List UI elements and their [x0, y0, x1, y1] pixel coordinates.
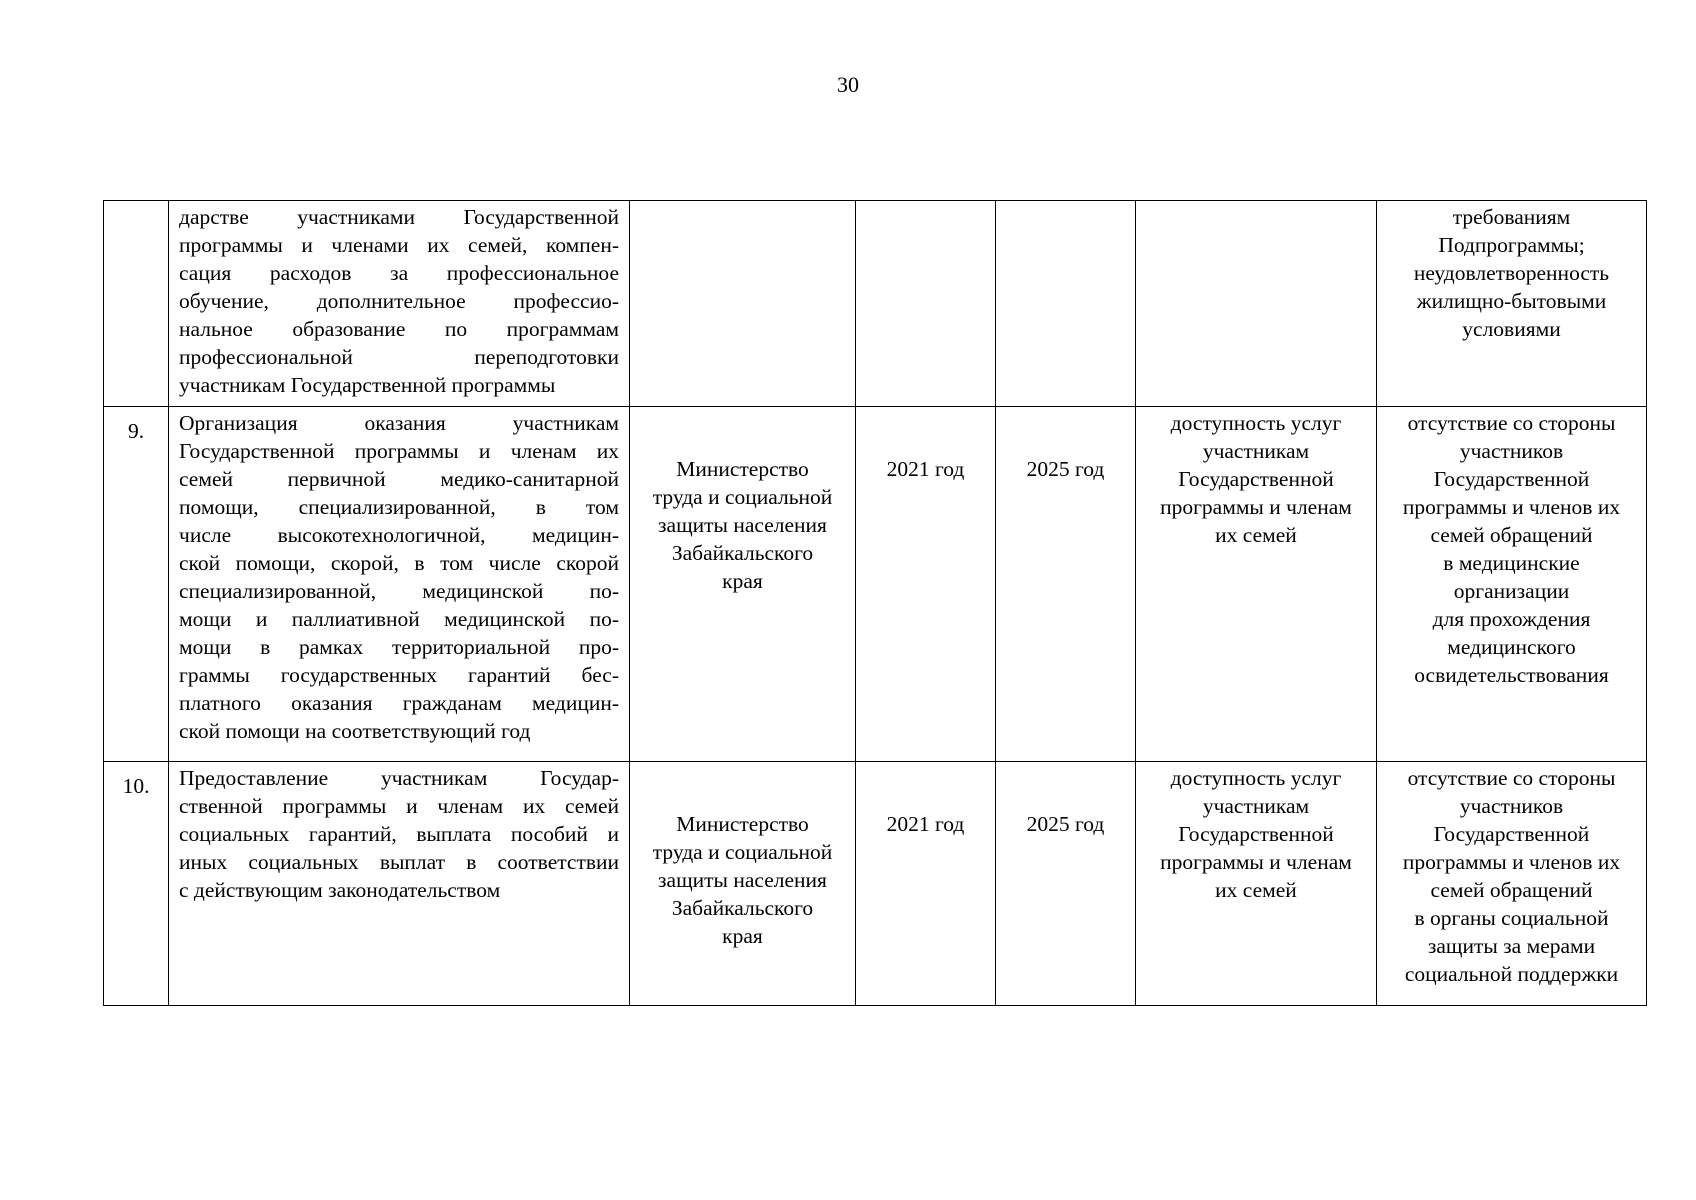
cell-line: программы и членами их семей, компен-: [179, 233, 619, 257]
cell-line: с действующим законодательством: [179, 878, 501, 902]
cell-line: граммы государственных гарантий бес-: [179, 663, 619, 687]
cell-line: участников: [1459, 439, 1564, 463]
cell-line: сация расходов за профессиональное: [179, 261, 619, 285]
cell-line: программы и членам: [1160, 850, 1352, 874]
risk-cell: [1377, 201, 1647, 407]
cell-line: семей обращений: [1430, 878, 1593, 902]
executor-cell: [630, 407, 856, 762]
cell-line: отсутствие со стороны: [1407, 411, 1616, 435]
cell-line: Государственной: [1178, 822, 1334, 846]
table-row: [104, 407, 1647, 762]
cell-line: организации: [1453, 579, 1570, 603]
cell-line: мощи в рамках территориальной про-: [179, 635, 619, 659]
risk-cell: [1377, 762, 1647, 1006]
cell-line: социальной поддержки: [1404, 962, 1619, 986]
cell-line: ской помощи на соответствующий год: [179, 719, 531, 743]
cell-line: отсутствие со стороны: [1407, 766, 1616, 790]
row-number-cell: [104, 201, 169, 407]
row-number-cell: 9.: [104, 407, 169, 762]
activity-description-cell: [169, 762, 630, 1006]
cell-line: их семей: [1215, 878, 1297, 902]
cell-line: Министерство: [676, 812, 809, 836]
row-number-cell: 10.: [104, 762, 169, 1006]
executor-cell: [630, 201, 856, 407]
cell-line: края: [722, 569, 763, 593]
activity-description-cell: [169, 201, 630, 407]
cell-line: Государственной: [1178, 467, 1334, 491]
cell-line: их семей: [1215, 523, 1297, 547]
cell-line: программы и членов их: [1402, 495, 1621, 519]
cell-line: жилищно-бытовыми: [1416, 289, 1607, 313]
cell-line: мощи и паллиативной медицинской по-: [179, 607, 619, 631]
start-year-cell: 2021 год: [856, 407, 996, 762]
cell-line: в органы социальной: [1414, 906, 1609, 930]
cell-line: социальных гарантий, выплата пособий и: [179, 822, 619, 846]
cell-line: дарстве участниками Государственной: [179, 205, 619, 229]
cell-line: программы и членов их: [1402, 850, 1621, 874]
cell-line: Забайкальского: [671, 541, 814, 565]
cell-line: условиями: [1462, 317, 1561, 341]
table-row: [104, 762, 1647, 1006]
table-row: [104, 201, 1647, 407]
cell-line: Организация оказания участникам: [179, 411, 619, 435]
activity-description-cell: [169, 407, 630, 762]
cell-line: специализированной, медицинской по-: [179, 579, 619, 603]
cell-line: неудовлетворенность: [1413, 261, 1610, 285]
cell-line: края: [722, 924, 763, 948]
cell-line: Забайкальского: [671, 896, 814, 920]
cell-line: Государственной программы и членам их: [179, 439, 619, 463]
cell-line: освидетельствования: [1414, 663, 1609, 687]
expected-result-cell: [1136, 762, 1377, 1006]
cell-line: защиты за мерами: [1427, 934, 1596, 958]
cell-line: защиты населения: [658, 513, 827, 537]
risk-cell: [1377, 407, 1647, 762]
cell-line: помощи, специализированной, в том: [179, 495, 619, 519]
cell-line: доступность услуг: [1170, 766, 1342, 790]
cell-line: участников: [1459, 794, 1564, 818]
cell-line: Государственной: [1433, 822, 1590, 846]
cell-line: для прохождения: [1432, 607, 1591, 631]
expected-result-cell: [1136, 407, 1377, 762]
page-number: 30: [837, 72, 859, 97]
cell-line: ской помощи, скорой, в том числе скорой: [179, 551, 619, 575]
cell-line: участникам Государственной программы: [179, 373, 556, 397]
cell-line: защиты населения: [658, 868, 827, 892]
expected-result-cell: [1136, 201, 1377, 407]
cell-line: доступность услуг: [1170, 411, 1342, 435]
cell-line: семей обращений: [1430, 523, 1593, 547]
cell-line: Подпрограммы;: [1438, 233, 1585, 257]
cell-line: медицинского: [1447, 635, 1576, 659]
cell-line: труда и социальной: [652, 485, 833, 509]
cell-line: иных социальных выплат в соответствии: [179, 850, 619, 874]
start-year-cell: [856, 201, 996, 407]
cell-line: ственной программы и членам их семей: [179, 794, 619, 818]
cell-line: обучение, дополнительное профессио-: [179, 289, 619, 313]
cell-line: семей первичной медико-санитарной: [179, 467, 619, 491]
cell-line: участникам: [1202, 794, 1310, 818]
cell-line: труда и социальной: [652, 840, 833, 864]
cell-line: Государственной: [1433, 467, 1590, 491]
cell-line: Министерство: [676, 457, 809, 481]
cell-line: Предоставление участникам Государ-: [179, 766, 619, 790]
cell-line: профессиональной переподготовки: [179, 345, 619, 369]
end-year-cell: [996, 201, 1136, 407]
cell-line: нальное образование по программам: [179, 317, 619, 341]
cell-line: участникам: [1202, 439, 1310, 463]
cell-line: платного оказания гражданам медицин-: [179, 691, 619, 715]
activities-table: [103, 200, 1647, 1006]
executor-cell: [630, 762, 856, 1006]
cell-line: требованиям: [1452, 205, 1571, 229]
end-year-cell: 2025 год: [996, 407, 1136, 762]
cell-line: числе высокотехнологичной, медицин-: [179, 523, 619, 547]
end-year-cell: 2025 год: [996, 762, 1136, 1006]
start-year-cell: 2021 год: [856, 762, 996, 1006]
cell-line: программы и членам: [1160, 495, 1352, 519]
cell-line: в медицинские: [1443, 551, 1580, 575]
